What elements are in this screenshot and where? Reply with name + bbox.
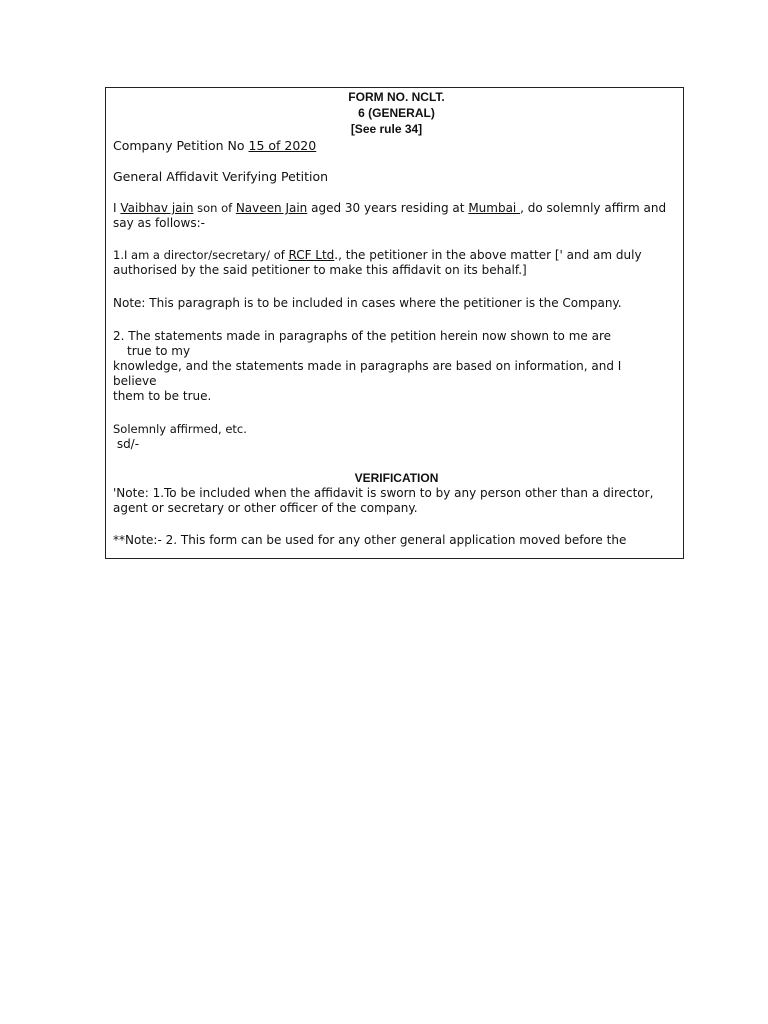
note-paragraph: Note: This paragraph is to be included in cases where the petitioner is the Company. [113,296,622,310]
petition-label: Company Petition No [113,138,249,153]
form-number: FORM NO. NCLT. [348,90,445,104]
verification-note2: **Note:- 2. This form can be used for any other general application moved before the [113,533,627,547]
affidavit-form [105,87,684,559]
father-name: Naveen Jain [235,201,308,215]
affirm-line2: say as follows:- [113,216,205,230]
rule-reference: [See rule 34] [350,122,423,136]
affirmation-paragraph [113,201,680,231]
para1-prefix: 1.I am a director/secretary/ of [113,248,289,262]
age-residence-text: aged 30 years residing at [307,201,469,215]
verification-title: VERIFICATION [354,471,439,485]
paragraph-1 [113,248,680,278]
para2-line3: them to be true. [113,389,212,403]
affirm-suffix: , do solemnly affirm and [520,201,667,215]
para2-line1: 2. The statements made in paragraphs of the petition herein now shown to me are [113,329,611,343]
form-type: 6 (GENERAL) [358,106,435,120]
para2-line2: knowledge, and the statements made in paragraphs are based on information, and I [113,359,622,373]
company-petition-line [113,138,680,154]
verification-note1-line2: agent or secretary or other officer of the company. [113,501,418,515]
signature-sd: sd/- [113,437,140,451]
solemnly-affirmed: Solemnly affirmed, etc. [113,422,247,436]
para1-suffix: ., the petitioner in the above matter [' and am duly [334,248,642,262]
city-name: Mumbai [468,201,521,215]
company-name: RCF Ltd [288,248,335,262]
affidavit-subtitle: General Affidavit Verifying Petition [113,169,329,184]
para2-line2b: believe [113,374,157,388]
verification-note1-line1: 'Note: 1.To be included when the affidavit is sworn to by any person other than a director, [113,486,654,500]
petition-number: 15 of 2020 [248,138,317,153]
deponent-name: Vaibhav jain [120,201,194,215]
affirm-prefix: I [113,201,121,215]
paragraph-2 [113,329,680,404]
para1-line2: authorised by the said petitioner to make this affidavit on its behalf.] [113,263,527,277]
son-of-text: son of [193,201,236,215]
para2-line1b: true to my [127,344,191,358]
